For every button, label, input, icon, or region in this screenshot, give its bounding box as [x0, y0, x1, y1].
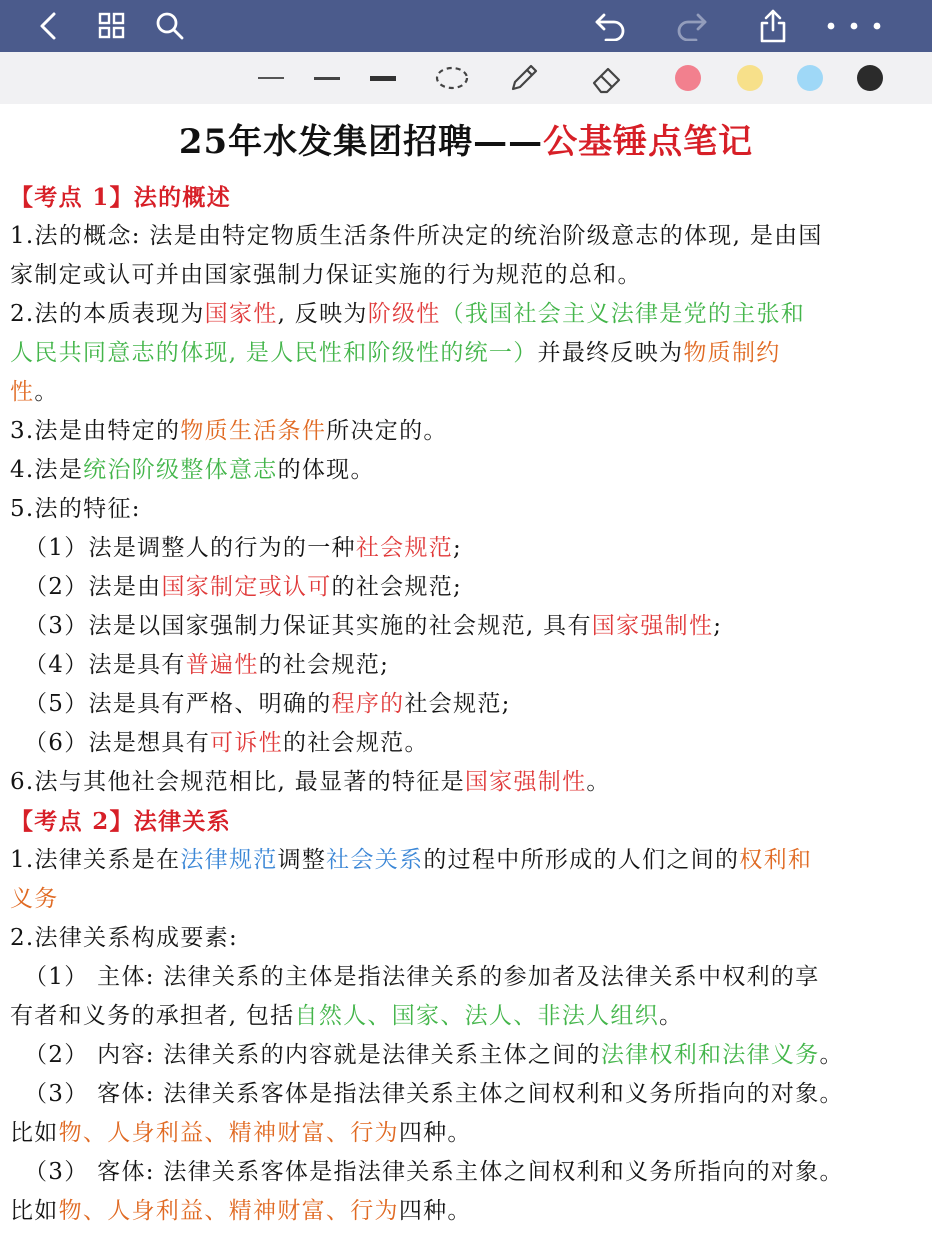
undo-icon[interactable] [592, 0, 630, 52]
feature-item [10, 607, 922, 646]
text: 比如 [10, 1120, 59, 1146]
element-item [10, 1036, 922, 1075]
paragraph-line [10, 334, 922, 373]
highlight-red: 国家强制性 [464, 769, 587, 795]
paragraph-line [10, 1192, 922, 1231]
highlight-green: 人民共同意志的体现, 是人民性和阶级性的统一） [10, 340, 538, 366]
text: 。 [586, 769, 611, 795]
text: 的社会规范; [331, 574, 463, 600]
highlight-green: 统治阶级整体意志 [83, 457, 278, 483]
text: 6.法与其他社会规范相比, 最显著的特征是 [10, 769, 465, 795]
lasso-tool-icon[interactable] [432, 52, 472, 104]
paragraph-line [10, 295, 922, 334]
thick-line-tool-icon[interactable] [366, 52, 400, 104]
text: 3.法是由特定的 [10, 418, 181, 444]
element-item: （3） 客体: 法律关系客体是指法律关系主体之间权利和义务所指向的对象。 [24, 1081, 844, 1107]
paragraph-line: 5.法的特征: [10, 496, 141, 522]
text: ; [453, 535, 463, 561]
text: 社会规范; [404, 691, 511, 717]
highlight-green: （我国社会主义法律是党的主张和 [440, 301, 806, 327]
text: 2.法的本质表现为 [10, 301, 205, 327]
highlight-green: 自然人、国家、法人、非法人组织 [294, 1003, 660, 1029]
highlight-red: 国家性 [204, 301, 278, 327]
paragraph-line [10, 997, 922, 1036]
highlight-green: 法律权利和法律义务 [600, 1042, 820, 1068]
text: 四种。 [398, 1198, 472, 1224]
page-title [0, 114, 932, 163]
highlight-orange: 权利和 [739, 847, 813, 873]
highlight-red: 可诉性 [210, 730, 283, 756]
feature-item [10, 724, 922, 763]
back-icon[interactable] [30, 0, 66, 52]
more-icon[interactable] [822, 0, 886, 52]
text: （2） 内容: 法律关系的内容就是法律关系主体之间的 [24, 1042, 601, 1068]
text: 的社会规范。 [282, 730, 429, 756]
yellow-swatch[interactable] [734, 52, 766, 104]
feature-item [10, 529, 922, 568]
highlight-orange: 性 [10, 379, 35, 405]
top-navigation-bar [0, 0, 932, 52]
feature-item [10, 568, 922, 607]
text: 所决定的。 [326, 418, 448, 444]
highlight-blue: 法律规范 [180, 847, 278, 873]
highlight-red: 普遍性 [185, 652, 259, 678]
paragraph-line [10, 763, 922, 802]
text: 调整 [277, 847, 327, 873]
text: 的体现。 [277, 457, 375, 483]
paragraph-line: 2.法律关系构成要素: [10, 925, 238, 951]
highlight-red: 国家强制性 [591, 613, 714, 639]
text: 四种。 [398, 1120, 472, 1146]
eraser-tool-icon[interactable] [586, 52, 628, 104]
text: ; [713, 613, 723, 639]
text: 4.法是 [10, 457, 84, 483]
paragraph-line [10, 451, 922, 490]
paragraph-line: 家制定或认可并由国家强制力保证实施的行为规范的总和。 [10, 262, 642, 288]
paragraph-line [10, 880, 922, 919]
text: 的社会规范; [258, 652, 390, 678]
paragraph-line [10, 412, 922, 451]
text: , 反映为 [277, 301, 368, 327]
redo-icon[interactable] [672, 0, 710, 52]
section-heading-2: 【考点 2】法律关系 [10, 808, 232, 835]
feature-item [10, 646, 922, 685]
text: 有者和义务的承担者, 包括 [10, 1003, 295, 1029]
paragraph-line [10, 373, 922, 412]
pink-swatch[interactable] [672, 52, 704, 104]
black-swatch[interactable] [854, 52, 886, 104]
title-main: 25年水发集团招聘—— [178, 122, 544, 162]
share-icon[interactable] [754, 0, 792, 52]
paragraph-line [10, 1114, 922, 1153]
note-content [10, 178, 922, 1231]
highlight-orange: 物、人身利益、精神财富、行为 [58, 1120, 399, 1146]
paragraph-line: 1.法的概念: 法是由特定物质生活条件所决定的统治阶级意志的体现, 是由国 [10, 223, 823, 249]
highlight-orange: 物质制约 [683, 340, 781, 366]
drawing-toolbar [0, 52, 932, 105]
text: （4）法是具有 [24, 652, 186, 678]
search-icon[interactable] [152, 0, 188, 52]
text: （2）法是由 [24, 574, 162, 600]
text: （6）法是想具有 [24, 730, 211, 756]
highlight-red: 阶级性 [367, 301, 441, 327]
thin-line-tool-icon[interactable] [254, 52, 288, 104]
text: 的过程中所形成的人们之间的 [423, 847, 740, 873]
section-heading-1: 【考点 1】法的概述 [10, 184, 232, 211]
title-accent: 公基锤点笔记 [543, 122, 754, 162]
highlight-red: 程序的 [331, 691, 405, 717]
paragraph-line [10, 841, 922, 880]
text: （5）法是具有严格、明确的 [24, 691, 332, 717]
light-blue-swatch[interactable] [794, 52, 826, 104]
text: 并最终反映为 [537, 340, 684, 366]
element-item: （1） 主体: 法律关系的主体是指法律关系的参加者及法律关系中权利的享 [24, 964, 820, 990]
text: （1）法是调整人的行为的一种 [24, 535, 356, 561]
text: 比如 [10, 1198, 59, 1224]
feature-item [10, 685, 922, 724]
text: 。 [819, 1042, 844, 1068]
text: 。 [659, 1003, 684, 1029]
highlight-orange: 物质生活条件 [180, 418, 327, 444]
highlight-blue: 社会关系 [326, 847, 424, 873]
text: （3）法是以国家强制力保证其实施的社会规范, 具有 [24, 613, 592, 639]
grid-icon[interactable] [94, 0, 130, 52]
highlight-red: 社会规范 [355, 535, 454, 561]
highlight-orange: 物、人身利益、精神财富、行为 [58, 1198, 399, 1224]
medium-line-tool-icon[interactable] [310, 52, 344, 104]
element-item: （3） 客体: 法律关系客体是指法律关系主体之间权利和义务所指向的对象。 [24, 1159, 844, 1185]
pen-tool-icon[interactable] [504, 52, 544, 104]
highlight-orange: 义务 [10, 886, 59, 912]
text: 1.法律关系是在 [10, 847, 181, 873]
text: 。 [34, 379, 59, 405]
highlight-red: 国家制定或认可 [161, 574, 332, 600]
